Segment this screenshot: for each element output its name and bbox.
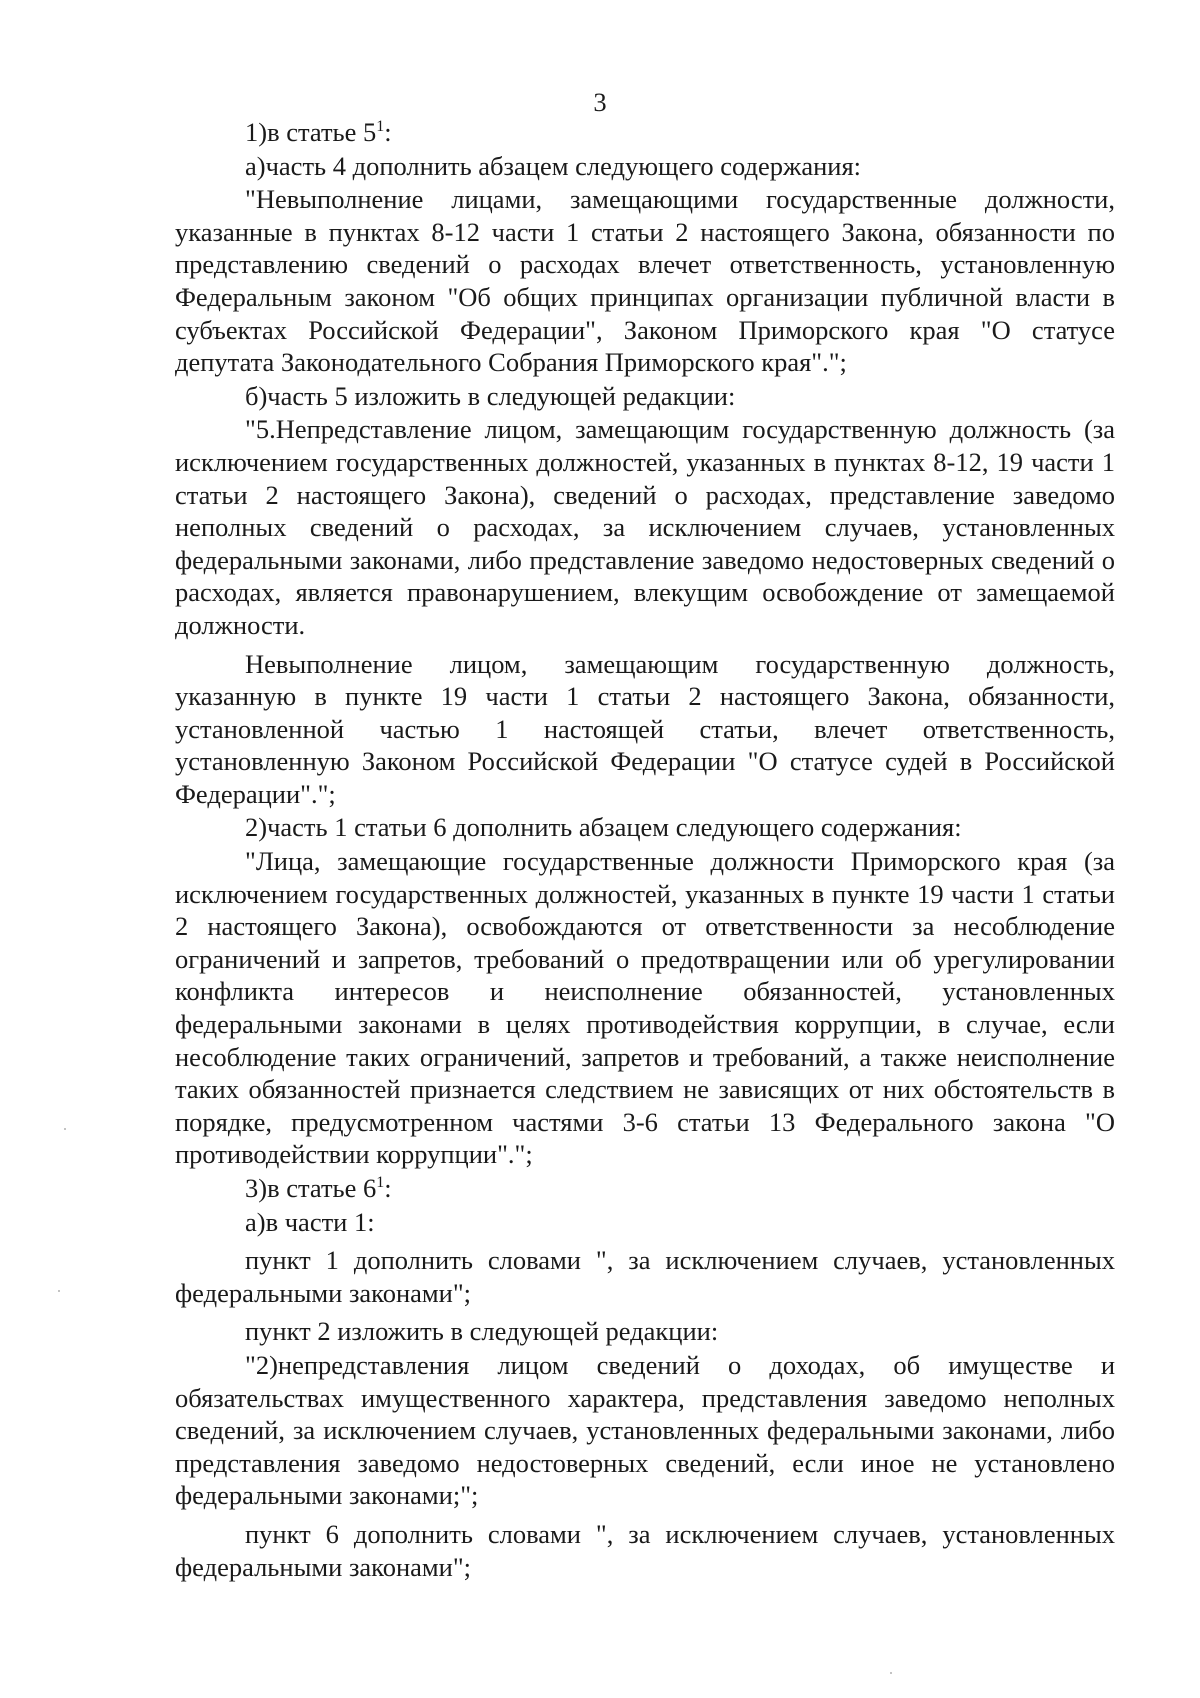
superscript: 1 <box>376 1174 385 1191</box>
scan-speck <box>58 1290 60 1292</box>
scan-speck <box>64 1128 66 1130</box>
page-number: 3 <box>593 87 607 117</box>
paragraph: "Невыполнение лицами, замещающими государственные должности, указанные в пунктах 8-12 части 1 статьи 2 настоящего Закона, обязанности по представлению сведений о расходах влечет ответственность, установленную Федеральным законом "Об общих принципах организации публичной власти в субъектах Российской Федерации", Законом Приморского края "О статусе депутата Законодательного Собрания Приморского края"."; <box>175 184 1115 378</box>
paragraph: "2)непредставления лицом сведений о доходах, об имуществе и обязательствах имущественного характера, представления заведомо неполных сведений, за исключением случаев, установленных федеральными законами, либо представления заведомо недостоверных сведений, если иное не установлено федеральными законами;"; <box>175 1349 1115 1511</box>
paragraph: Невыполнение лицом, замещающим государственную должность, указанную в пункте 19 части 1 статьи 2 настоящего Закона, обязанности, установленной частью 1 настоящей статьи, влечет ответственность, установленную Законом Российской Федерации "О статусе судей в Российской Федерации"."; <box>175 648 1115 809</box>
paragraph: а)в части 1: <box>245 1206 375 1237</box>
paragraph: 2)часть 1 статьи 6 дополнить абзацем следующего содержания: <box>245 812 962 843</box>
scan-speck <box>890 1672 892 1674</box>
superscript: 1 <box>376 118 385 135</box>
paragraph: б)часть 5 изложить в следующей редакции: <box>245 380 736 411</box>
paragraph-article-6-1: 3)в статье $6^1$: <box>245 1173 392 1203</box>
document-body <box>175 116 1115 1583</box>
paragraph: пункт 1 дополнить словами ", за исключением случаев, установленных федеральными законами"; <box>175 1245 1115 1308</box>
paragraph: "Лица, замещающие государственные должности Приморского края (за исключением государственных должностей, указанных в пункте 19 части 1 статьи 2 настоящего Закона), освобождаются от ответственности за несоблюдение ограничений и запретов, требований о предотвращении или об урегулировании конфликта интересов и неисполнение обязанностей, установленных федеральными законами в целях противодействия коррупции, в случае, если несоблюдение таких ограничений, запретов и требований, а также неисполнение таких обязанностей признается следствием не зависящих от них обстоятельств в порядке, предусмотренном частями 3-6 статьи 13 Федерального закона "О противодействии коррупции"."; <box>175 846 1115 1170</box>
paragraph: а)часть 4 дополнить абзацем следующего содержания: <box>245 150 862 181</box>
paragraph-article-5-1: 1)в статье $5^1$: <box>245 117 392 147</box>
paragraph: "5.Непредставление лицом, замещающим государственную должность (за исключением государственных должностей, указанных в пунктах 8-12, 19 части 1 статьи 2 настоящего Закона), сведений о расходах, представление заведомо неполных сведений о расходах, за исключением случаев, установленных федеральными законами, либо представление заведомо недостоверных сведений о расходах, является правонарушением, влекущим освобождение от замещаемой должности. <box>175 414 1115 640</box>
paragraph: пункт 2 изложить в следующей редакции: <box>245 1316 719 1347</box>
paragraph: пункт 6 дополнить словами ", за исключением случаев, установленных федеральными законами"; <box>175 1518 1115 1582</box>
